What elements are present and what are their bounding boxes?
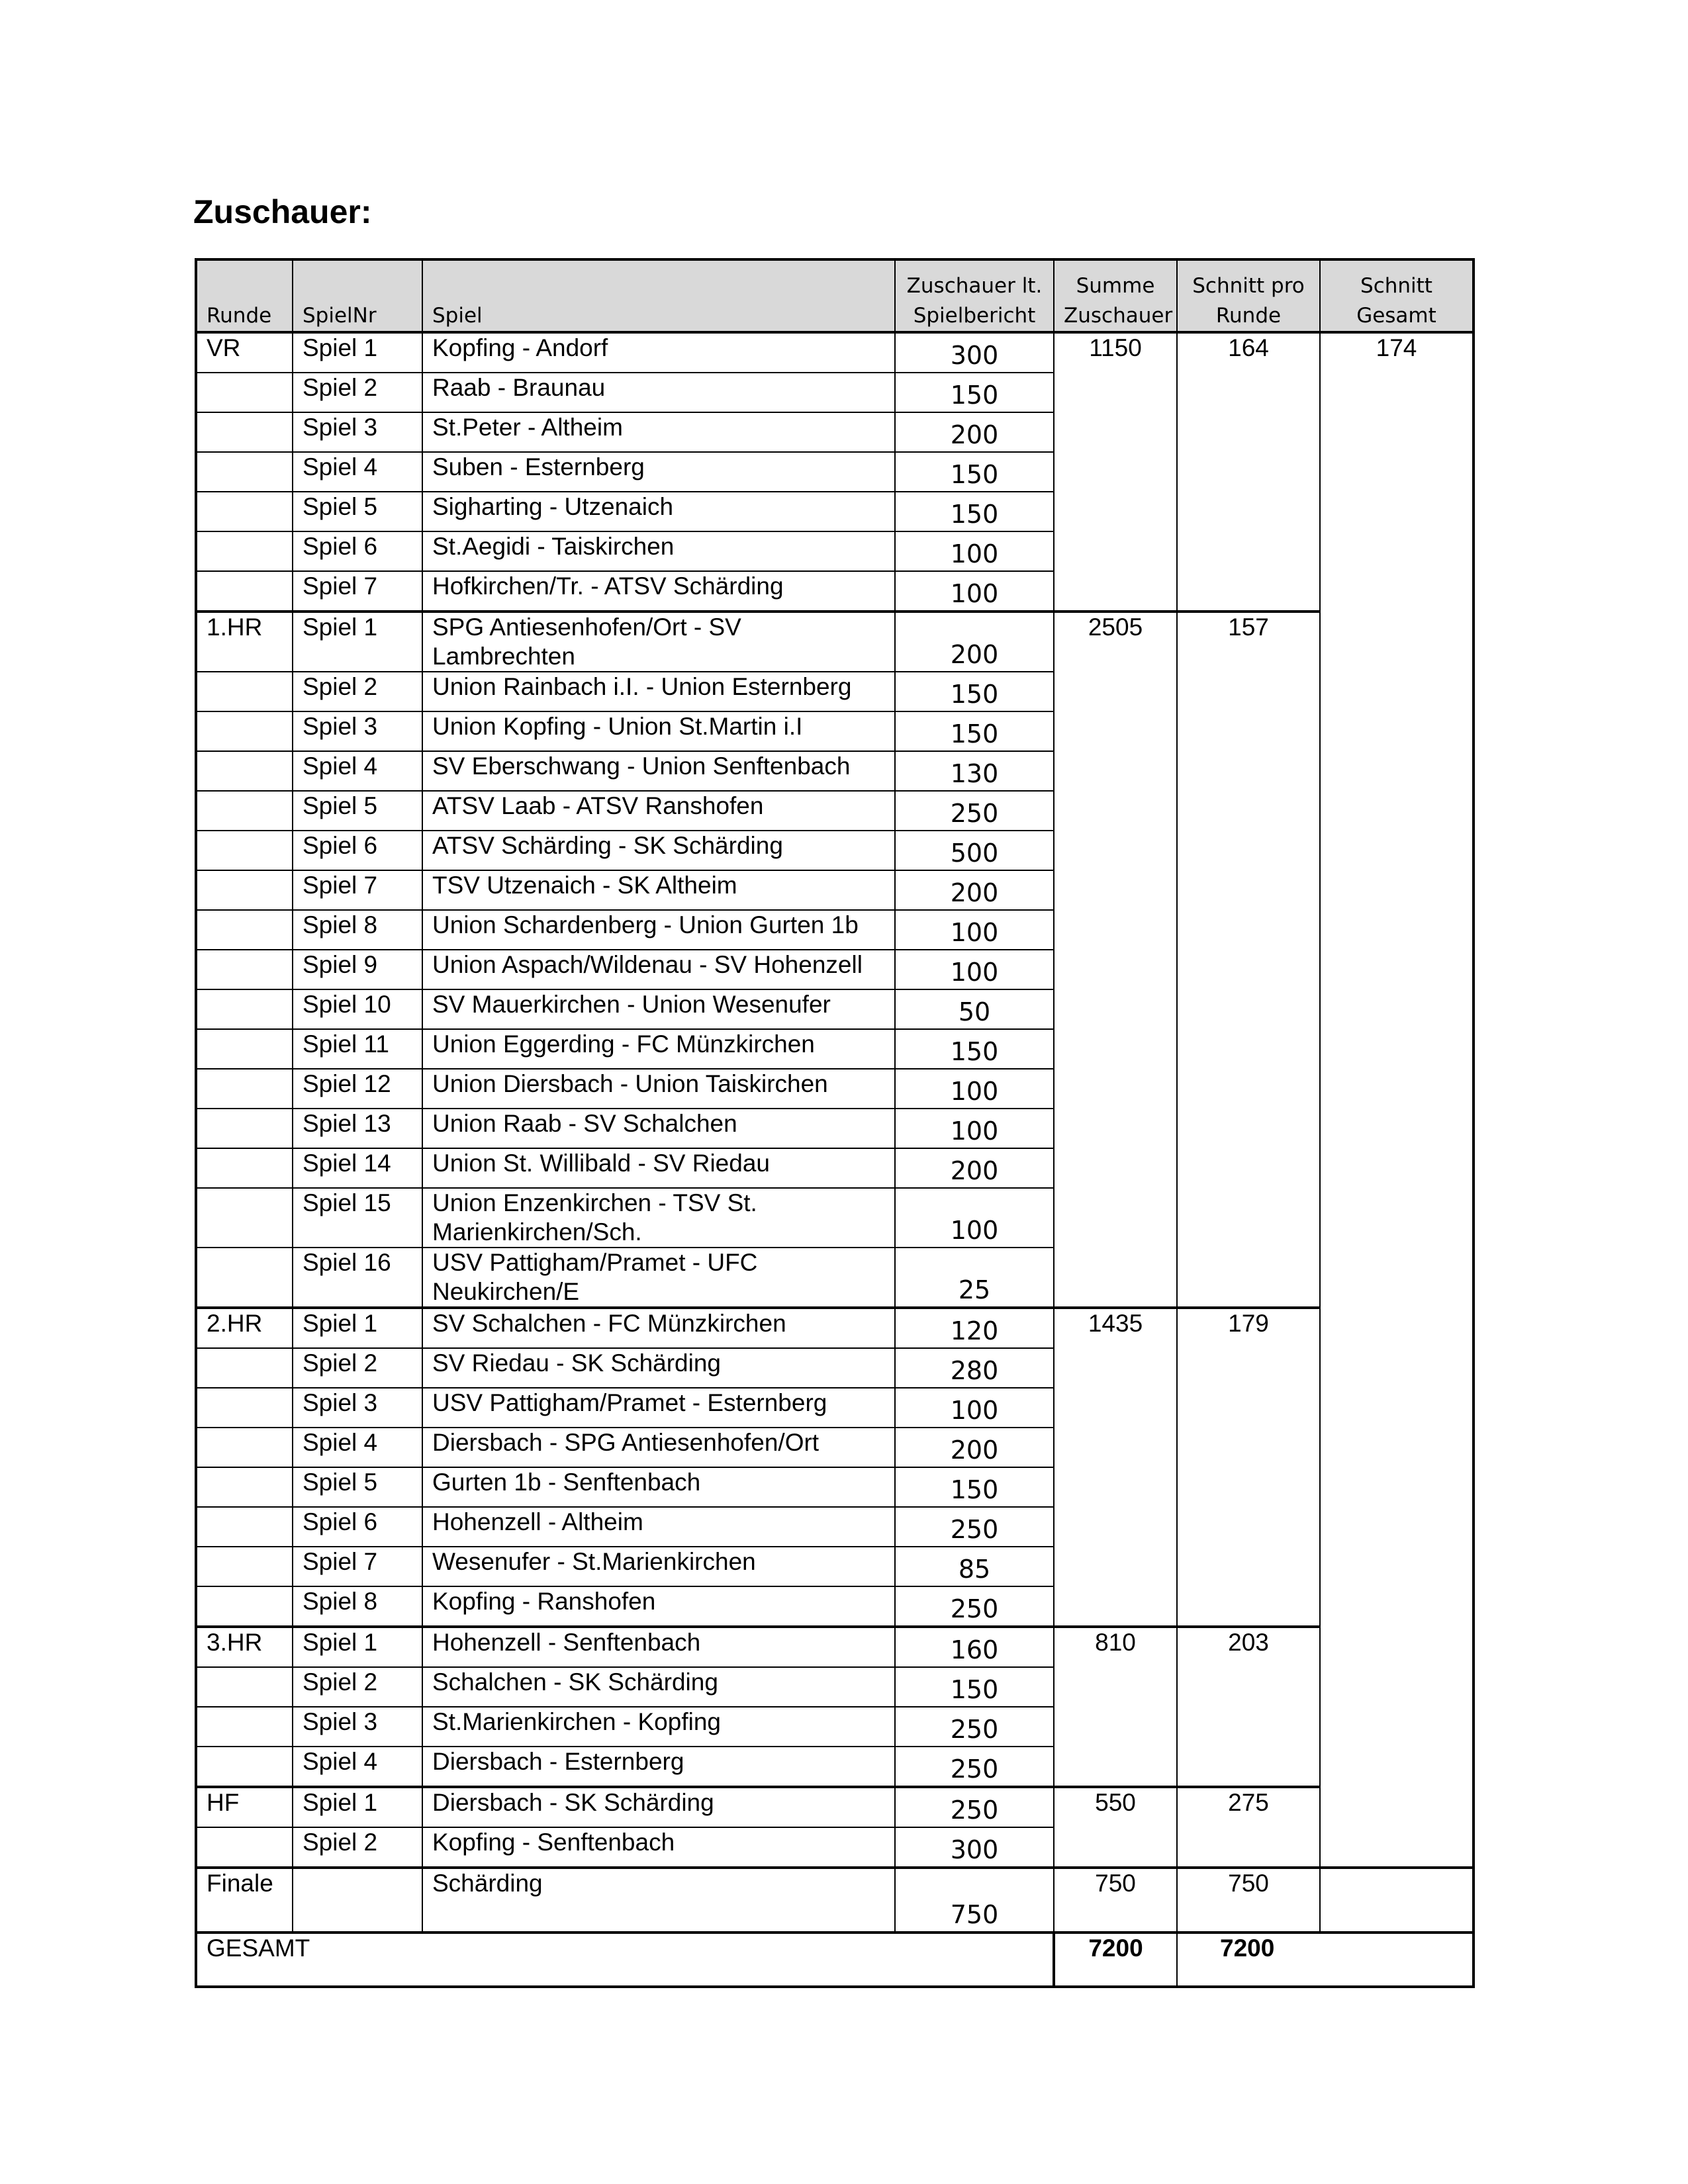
spectators-cell: 250 [895,1747,1054,1787]
spectators-cell: 160 [895,1627,1054,1667]
spectators-cell: 200 [895,412,1054,452]
round-cell [196,1827,293,1868]
header-schnitt-gesamt-line1: Schnitt [1360,274,1432,298]
game-pairing: SV Eberschwang - Union Senftenbach [422,751,895,791]
game-pairing: SV Schalchen - FC Münzkirchen [422,1308,895,1348]
game-number: Spiel 12 [293,1069,422,1109]
round-cell [196,1148,293,1188]
spectators-cell: 200 [895,870,1054,910]
game-number: Spiel 3 [293,1707,422,1747]
header-summe [1054,259,1177,332]
round-cell [196,1707,293,1747]
spectators-cell: 150 [895,711,1054,751]
round-cell [196,1428,293,1467]
game-pairing: Union Aspach/Wildenau - SV Hohenzell [422,950,895,989]
game-pairing: Schärding [422,1868,895,1933]
game-number: Spiel 8 [293,910,422,950]
round-average: 164 [1177,332,1320,612]
round-cell [196,452,293,492]
round-cell [196,910,293,950]
header-schnitt-gesamt [1320,259,1474,332]
header-schnitt-runde-line2: Runde [1215,304,1282,328]
game-number: Spiel 1 [293,1308,422,1348]
game-number: Spiel 10 [293,989,422,1029]
page-title: Zuschauer: [193,193,372,230]
spectators-cell: 150 [895,672,1054,711]
round-average: 203 [1177,1627,1320,1787]
game-pairing: Union Diersbach - Union Taiskirchen [422,1069,895,1109]
spectators-cell: 280 [895,1348,1054,1388]
spectators-cell: 300 [895,1827,1054,1868]
round-cell: 3.HR [196,1627,293,1667]
game-number [293,1868,422,1933]
spectators-cell: 100 [895,571,1054,612]
round-cell [196,1507,293,1547]
game-number: Spiel 16 [293,1248,422,1308]
game-number: Spiel 11 [293,1029,422,1069]
game-pairing: USV Pattigham/Pramet - UFC Neukirchen/E [422,1248,895,1308]
round-cell [196,1667,293,1707]
game-pairing: Diersbach - SK Schärding [422,1787,895,1827]
game-number: Spiel 1 [293,1627,422,1667]
round-cell: 2.HR [196,1308,293,1348]
game-number: Spiel 15 [293,1188,422,1248]
round-cell [196,1248,293,1308]
game-number: Spiel 7 [293,870,422,910]
round-cell [196,989,293,1029]
game-pairing: St.Peter - Altheim [422,412,895,452]
game-pairing: Union Enzenkirchen - TSV St. Marienkirchen/Sch. [422,1188,895,1248]
game-pairing: Raab - Braunau [422,373,895,412]
header-zuschauer-line2: Spielbericht [913,304,1036,328]
game-pairing: USV Pattigham/Pramet - Esternberg [422,1388,895,1428]
spectators-cell: 150 [895,1467,1054,1507]
spectators-cell: 120 [895,1308,1054,1348]
game-number: Spiel 6 [293,531,422,571]
spectators-cell: 250 [895,1586,1054,1627]
round-cell [196,1188,293,1248]
spectators-cell: 150 [895,452,1054,492]
game-number: Spiel 4 [293,452,422,492]
game-number: Spiel 1 [293,612,422,672]
game-pairing: Gurten 1b - Senftenbach [422,1467,895,1507]
game-pairing: Kopfing - Ranshofen [422,1586,895,1627]
round-average: 750 [1177,1868,1320,1933]
spectators-cell: 85 [895,1547,1054,1586]
round-cell [196,1348,293,1388]
spectators-cell: 150 [895,492,1054,531]
game-number: Spiel 1 [293,332,422,373]
round-cell [196,531,293,571]
game-pairing: St.Aegidi - Taiskirchen [422,531,895,571]
game-number: Spiel 3 [293,711,422,751]
table-row [196,1308,1474,1348]
game-pairing: Hofkirchen/Tr. - ATSV Schärding [422,571,895,612]
overall-average: 174 [1320,332,1474,1868]
total-row [196,1933,1474,1987]
game-number: Spiel 8 [293,1586,422,1627]
round-cell [196,373,293,412]
spectators-cell: 100 [895,1388,1054,1428]
game-number: Spiel 5 [293,791,422,831]
spectators-cell: 250 [895,1507,1054,1547]
game-pairing: ATSV Laab - ATSV Ranshofen [422,791,895,831]
table-row [196,612,1474,672]
game-pairing: Union Rainbach i.I. - Union Esternberg [422,672,895,711]
round-cell [196,672,293,711]
spectators-cell: 200 [895,1148,1054,1188]
header-spielnr: SpielNr [293,259,422,332]
header-schnitt-runde-line1: Schnitt pro [1192,274,1305,298]
round-sum: 1435 [1054,1308,1177,1627]
total-average: 7200 [1177,1933,1474,1987]
round-average: 157 [1177,612,1320,1308]
game-pairing: Hohenzell - Senftenbach [422,1627,895,1667]
round-cell: VR [196,332,293,373]
header-schnitt-runde [1177,259,1320,332]
round-cell [196,412,293,452]
spectators-cell: 100 [895,1069,1054,1109]
finale-row [196,1868,1474,1933]
game-pairing: St.Marienkirchen - Kopfing [422,1707,895,1747]
game-pairing: Union Raab - SV Schalchen [422,1109,895,1148]
round-cell [196,492,293,531]
round-cell [196,751,293,791]
table-row [196,1627,1474,1667]
table-row [196,1787,1474,1827]
game-pairing: Union Eggerding - FC Münzkirchen [422,1029,895,1069]
spectators-cell: 100 [895,910,1054,950]
game-number: Spiel 5 [293,1467,422,1507]
round-cell [196,1467,293,1507]
game-pairing: Diersbach - SPG Antiesenhofen/Ort [422,1428,895,1467]
game-pairing: Suben - Esternberg [422,452,895,492]
spectators-cell: 150 [895,1029,1054,1069]
round-sum: 550 [1054,1787,1177,1868]
spectators-cell: 200 [895,1428,1054,1467]
game-number: Spiel 2 [293,1667,422,1707]
game-pairing: ATSV Schärding - SK Schärding [422,831,895,870]
game-pairing: Sigharting - Utzenaich [422,492,895,531]
header-zuschauer-line1: Zuschauer lt. [906,274,1043,298]
table-row [196,332,1474,373]
header-summe-line2: Zuschauer [1064,304,1173,328]
spectator-table [195,258,1475,1988]
round-average: 275 [1177,1787,1320,1868]
total-label: GESAMT [196,1933,1054,1987]
spectators-cell: 200 [895,612,1054,672]
spectators-cell: 250 [895,1787,1054,1827]
game-pairing: TSV Utzenaich - SK Altheim [422,870,895,910]
round-cell [196,831,293,870]
game-pairing: Kopfing - Senftenbach [422,1827,895,1868]
spectators-cell: 100 [895,1188,1054,1248]
game-number: Spiel 3 [293,1388,422,1428]
spectators-cell: 150 [895,1667,1054,1707]
round-cell: 1.HR [196,612,293,672]
game-number: Spiel 6 [293,831,422,870]
game-pairing: Kopfing - Andorf [422,332,895,373]
round-cell [196,1547,293,1586]
table-body [196,332,1474,1987]
round-sum: 750 [1054,1868,1177,1933]
round-cell [196,1586,293,1627]
game-pairing: Wesenufer - St.Marienkirchen [422,1547,895,1586]
round-cell [196,791,293,831]
game-pairing: Diersbach - Esternberg [422,1747,895,1787]
spectators-cell: 250 [895,791,1054,831]
header-spiel: Spiel [422,259,895,332]
game-pairing: SV Riedau - SK Schärding [422,1348,895,1388]
game-pairing: SPG Antiesenhofen/Ort - SV Lambrechten [422,612,895,672]
spectators-cell: 750 [895,1868,1054,1933]
game-number: Spiel 6 [293,1507,422,1547]
round-cell [196,1029,293,1069]
game-pairing: SV Mauerkirchen - Union Wesenufer [422,989,895,1029]
spectators-cell: 25 [895,1248,1054,1308]
game-number: Spiel 13 [293,1109,422,1148]
round-cell [196,571,293,612]
round-cell [196,711,293,751]
round-cell [196,1069,293,1109]
round-sum: 1150 [1054,332,1177,612]
game-number: Spiel 1 [293,1787,422,1827]
game-number: Spiel 4 [293,1428,422,1467]
spectators-cell: 250 [895,1707,1054,1747]
spectators-cell: 100 [895,531,1054,571]
overall-average-empty [1320,1868,1474,1933]
game-number: Spiel 2 [293,1348,422,1388]
round-cell [196,870,293,910]
spectators-cell: 300 [895,332,1054,373]
round-sum: 2505 [1054,612,1177,1308]
spectators-cell: 100 [895,950,1054,989]
header-schnitt-gesamt-line2: Gesamt [1356,304,1436,328]
game-number: Spiel 2 [293,373,422,412]
game-pairing: Schalchen - SK Schärding [422,1667,895,1707]
game-number: Spiel 4 [293,1747,422,1787]
game-number: Spiel 4 [293,751,422,791]
header-row [196,259,1474,332]
spectators-cell: 150 [895,373,1054,412]
game-pairing: Union St. Willibald - SV Riedau [422,1148,895,1188]
game-pairing: Union Kopfing - Union St.Martin i.I [422,711,895,751]
header-summe-line1: Summe [1076,274,1155,298]
game-number: Spiel 2 [293,672,422,711]
game-number: Spiel 3 [293,412,422,452]
game-number: Spiel 7 [293,571,422,612]
round-cell [196,950,293,989]
spectators-cell: 130 [895,751,1054,791]
header-zuschauer [895,259,1054,332]
game-number: Spiel 5 [293,492,422,531]
total-sum: 7200 [1054,1933,1177,1987]
spectators-cell: 50 [895,989,1054,1029]
round-cell: HF [196,1787,293,1827]
round-cell: Finale [196,1868,293,1933]
game-number: Spiel 7 [293,1547,422,1586]
round-average: 179 [1177,1308,1320,1627]
header-runde: Runde [196,259,293,332]
game-pairing: Union Schardenberg - Union Gurten 1b [422,910,895,950]
round-sum: 810 [1054,1627,1177,1787]
round-cell [196,1747,293,1787]
spectators-cell: 100 [895,1109,1054,1148]
game-number: Spiel 14 [293,1148,422,1188]
game-pairing: Hohenzell - Altheim [422,1507,895,1547]
round-cell [196,1109,293,1148]
spectators-cell: 500 [895,831,1054,870]
game-number: Spiel 2 [293,1827,422,1868]
game-number: Spiel 9 [293,950,422,989]
round-cell [196,1388,293,1428]
